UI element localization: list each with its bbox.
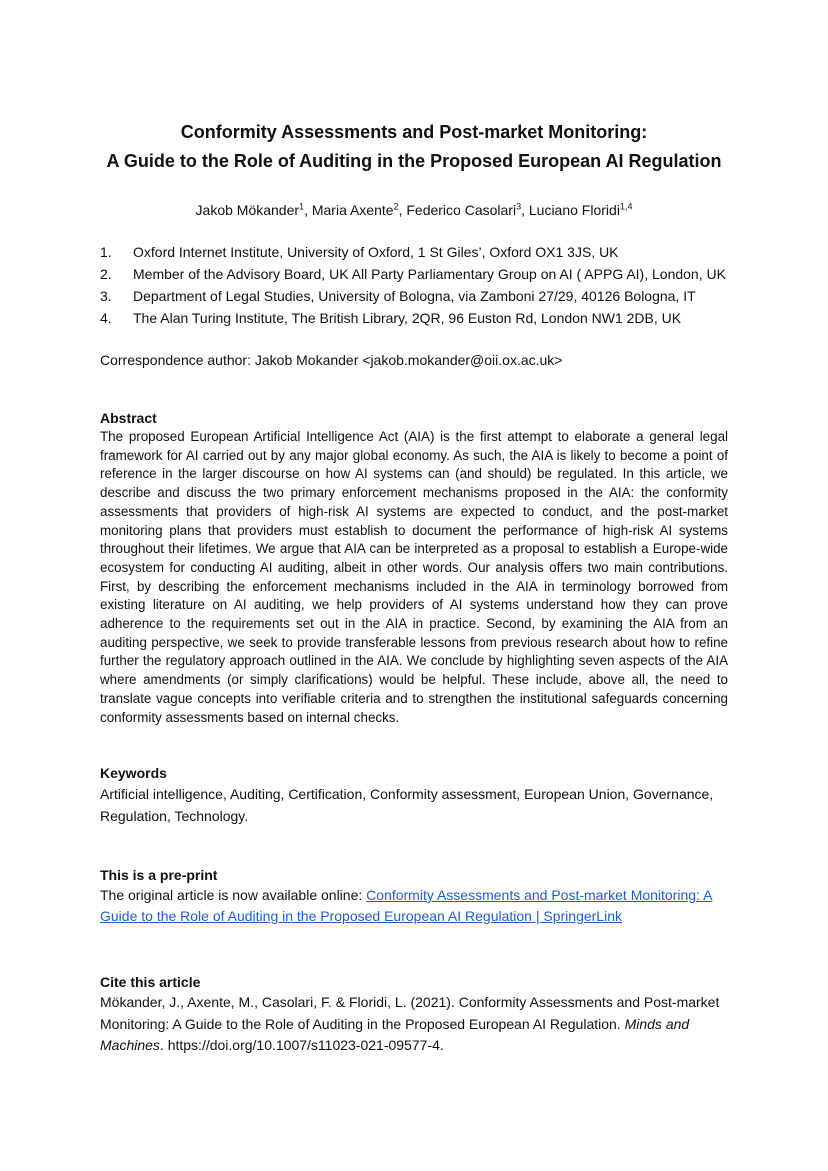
cite-heading: Cite this article <box>100 974 201 990</box>
cite-section <box>100 973 728 1057</box>
author: Federico Casolari$^3$, <box>406 201 529 218</box>
author: Maria Axente$^2$, <box>311 201 407 218</box>
affiliation-text: Department of Legal Studies, University of Bologna, via Zamboni 27/29, 40126 Bologna, IT <box>133 288 696 304</box>
affiliation-number: 3. <box>100 288 112 304</box>
affiliation-number: 2. <box>100 266 112 282</box>
keywords-text: Artificial intelligence, Auditing, Certification, Conformity assessment, European Union, Governance, Regulation, Technology. <box>100 786 714 824</box>
title-line-2: A Guide to the Role of Auditing in the Proposed European AI Regulation <box>106 151 722 171</box>
preprint-intro: The original article is now available online: <box>100 887 367 903</box>
affiliation-text: Member of the Advisory Board, UK All Party Parliamentary Group on AI ( APPG AI), London, UK <box>133 266 726 282</box>
springerlink-article-link[interactable]: Conformity Assessments and Post-market Monitoring: A Guide to the Role of Auditing in the Proposed European AI Regulation | SpringerLink <box>100 887 713 924</box>
correspondence-line: Correspondence author: Jakob Mokander <jakob.mokander@oii.ox.ac.uk> <box>100 352 563 368</box>
citation-authors-title: Mökander, J., Axente, M., Casolari, F. & Floridi, L. (2021). Conformity Assessments and Post-market Monitoring: A Guide to the Role of Auditing in the Proposed European AI Regulation. <box>100 994 720 1032</box>
preprint-heading: This is a pre-print <box>100 867 218 883</box>
title-line-1: Conformity Assessments and Post-market Monitoring: <box>180 122 648 142</box>
citation-text <box>100 992 728 1057</box>
affiliation-item <box>100 263 760 285</box>
affiliation-item <box>100 307 760 329</box>
abstract-text: The proposed European Artificial Intelligence Act (AIA) is the first attempt to elaborate a general legal framework for AI carried out by any major global economy. As such, the AIA is likely to become a point of reference in the larger discourse on how AI systems can (and should) be regulated. In this article, we describe and discuss the two primary enforcement mechanisms proposed in the AIA: the conformity assessments that providers of high-risk AI systems are expected to conduct, and the post-market monitoring plans that providers must establish to document the performance of high-risk AI systems throughout their lifetimes. We argue that AIA can be interpreted as a proposal to establish a Europe-wide ecosystem for conducting AI auditing, albeit in other words. Our analysis offers two main contributions. First, by describing the enforcement mechanisms included in the AIA in terminology borrowed from existing literature on AI auditing, we help providers of AI systems understand how they can prove adherence to the requirements set out in the AIA in practice. Second, by examining the AIA from an auditing perspective, we seek to provide transferable lessons from previous research about how to refine further the regulatory approach outlined in the AIA. We conclude by highlighting seven aspects of the AIA where amendments (or simply clarifications) would be helpful. These include, above all, the need to translate vague concepts into verifiable criteria and to strengthen the institutional safeguards concerning conformity assessments based on internal checks. <box>100 429 728 725</box>
author: Jakob Mökander$^1$, <box>195 201 312 218</box>
affiliation-text: Oxford Internet Institute, University of Oxford, 1 St Giles’, Oxford OX1 3JS, UK <box>133 244 619 260</box>
preprint-section <box>100 866 728 927</box>
affiliation-number: 4. <box>100 310 112 326</box>
affiliation-number: 1. <box>100 244 112 260</box>
author-list <box>60 196 768 220</box>
keywords-heading: Keywords <box>100 765 167 781</box>
author: Luciano Floridi$^{1,4}$ <box>528 201 633 218</box>
paper-title <box>60 118 768 176</box>
abstract-heading: Abstract <box>100 410 157 426</box>
citation-doi: . https://doi.org/10.1007/s11023-021-09577-4. <box>159 1037 444 1053</box>
abstract-section <box>100 409 728 727</box>
affiliation-item <box>100 285 760 307</box>
keywords-section <box>100 764 728 827</box>
affiliation-list <box>100 241 760 329</box>
citation-journal: Minds and Machines <box>100 1015 690 1053</box>
affiliation-item <box>100 241 760 263</box>
affiliation-text: The Alan Turing Institute, The British Library, 2QR, 96 Euston Rd, London NW1 2DB, UK <box>133 310 682 326</box>
preprint-text <box>100 885 728 927</box>
